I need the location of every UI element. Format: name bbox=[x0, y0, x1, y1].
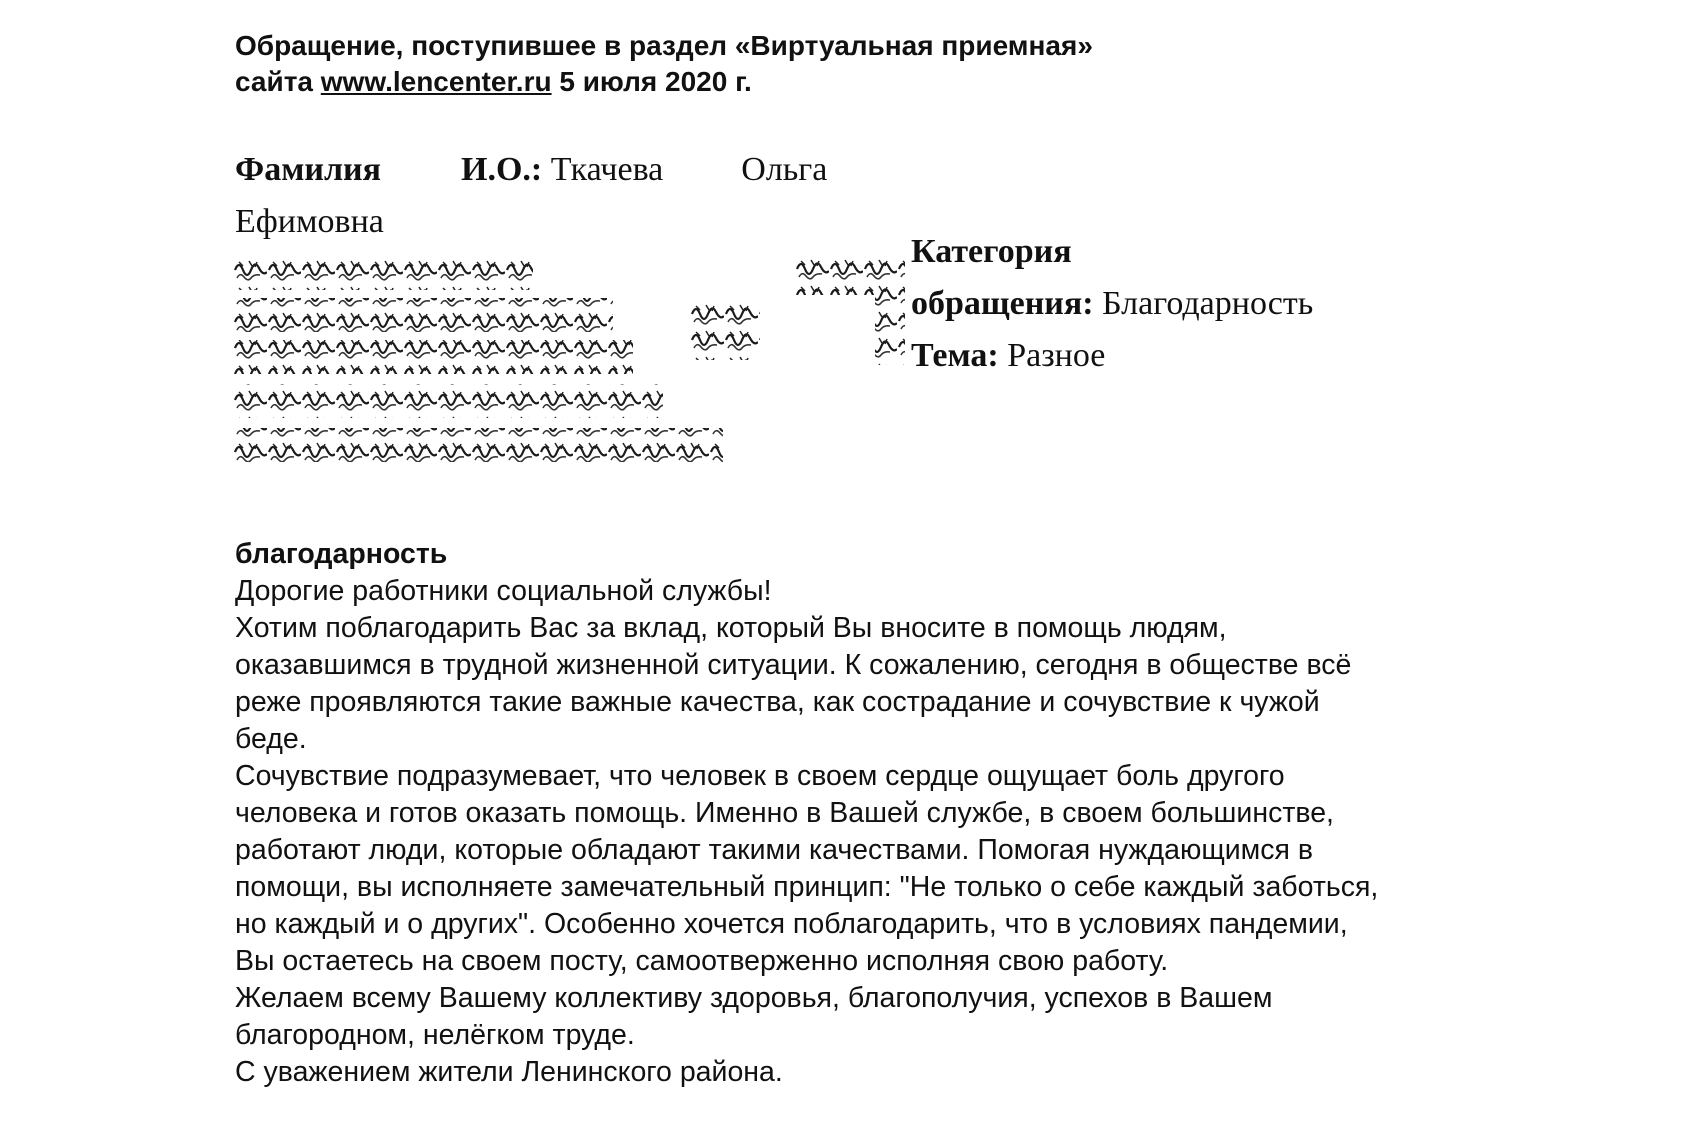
category-label-2: обращения: bbox=[911, 285, 1094, 322]
applicant-name-line bbox=[235, 150, 827, 190]
header-source-prefix: сайта bbox=[235, 66, 321, 97]
redacted-address-block bbox=[233, 256, 723, 466]
name-label-surname: Фамилия bbox=[235, 151, 382, 188]
topic-label: Тема: bbox=[911, 337, 999, 374]
topic-value: Разное bbox=[1007, 337, 1106, 374]
redacted-fragment bbox=[690, 300, 760, 360]
message-line: человека и готов оказать помощь. Именно в Вашей службе, в своем большинстве, bbox=[235, 797, 1334, 829]
message-line: оказавшимся в трудной жизненной ситуации. К сожалению, сегодня в обществе всё bbox=[235, 649, 1352, 681]
message-line: Желаем всему Вашему коллективу здоровья, благополучия, успехов в Вашем bbox=[235, 982, 1273, 1014]
category-line bbox=[911, 278, 1313, 330]
applicant-first-name: Ольга bbox=[741, 151, 828, 188]
site-url: www.lencenter.ru bbox=[320, 66, 552, 97]
message-line: Хотим поблагодарить Вас за вклад, который Вы вносите в помощь людям, bbox=[235, 612, 1227, 644]
name-label-initials: И.О.: bbox=[461, 151, 543, 188]
message-line: работают люди, которые обладают такими качествами. Помогая нуждающимся в bbox=[235, 834, 1314, 866]
message-line: Вы остаетесь на своем посту, самоотверженно исполняя свою работу. bbox=[235, 945, 1169, 977]
message-line: беде. bbox=[235, 723, 307, 755]
topic-line bbox=[911, 330, 1313, 382]
document-header bbox=[235, 28, 1093, 100]
message-line: благородном, нелёгком труде. bbox=[235, 1019, 635, 1051]
applicant-patronymic: Ефимовна bbox=[235, 203, 384, 240]
message-greeting: Дорогие работники социальной службы! bbox=[235, 575, 772, 607]
message-line: реже проявляются такие важные качества, как сострадание и сочувствие к чужой bbox=[235, 686, 1320, 718]
message-body bbox=[235, 536, 1565, 1091]
message-line: помощи, вы исполняете замечательный принцип: "Не только о себе каждый заботься, bbox=[235, 871, 1379, 903]
header-date: 5 июля 2020 г. bbox=[551, 66, 752, 97]
message-heading: благодарность bbox=[235, 538, 448, 570]
category-label-1: Категория bbox=[911, 233, 1072, 270]
message-closing: С уважением жители Ленинского района. bbox=[235, 1056, 783, 1088]
category-value: Благодарность bbox=[1102, 285, 1314, 322]
message-line: но каждый и о других". Особенно хочется поблагодарить, что в условиях пандемии, bbox=[235, 908, 1348, 940]
redacted-fragment bbox=[795, 255, 905, 365]
message-line: Сочувствие подразумевает, что человек в своем сердце ощущает боль другого bbox=[235, 760, 1285, 792]
applicant-surname: Ткачева bbox=[550, 151, 664, 188]
header-title-line: Обращение, поступившее в раздел «Виртуальная приемная» bbox=[235, 30, 1093, 61]
appeal-meta bbox=[911, 226, 1313, 382]
header-source-line bbox=[235, 64, 1093, 100]
